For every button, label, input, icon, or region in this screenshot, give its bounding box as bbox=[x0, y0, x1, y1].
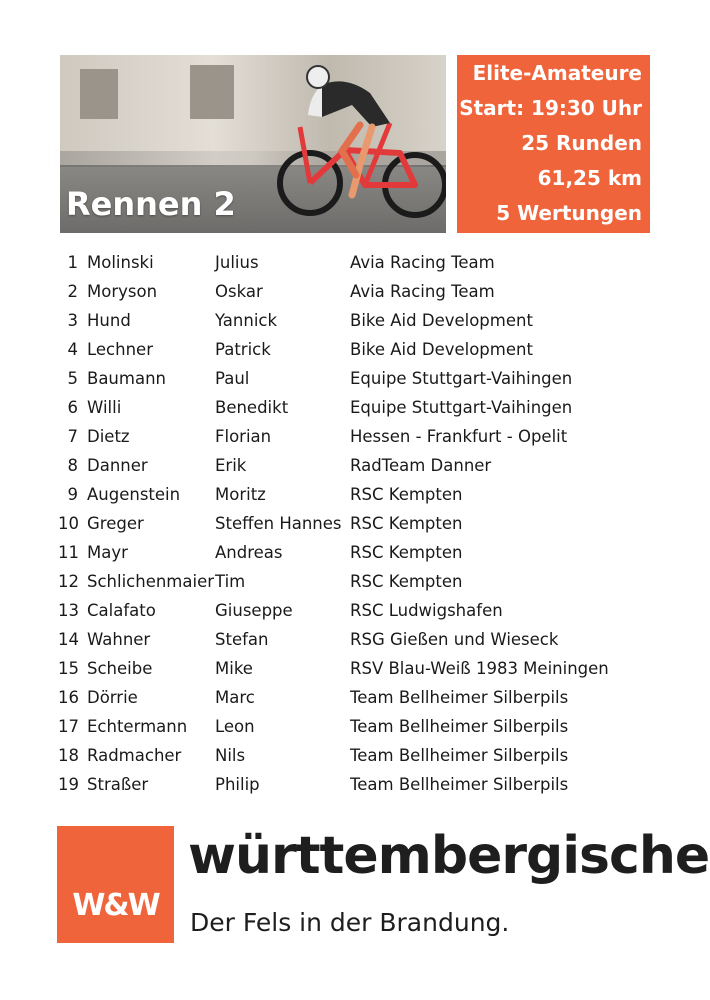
rider-last-name: Radmacher bbox=[87, 746, 182, 765]
rider-row bbox=[58, 712, 678, 741]
rider-number: 1 bbox=[67, 253, 78, 272]
rider-first-name: Yannick bbox=[215, 311, 278, 330]
rider-row bbox=[58, 625, 678, 654]
rider-last-name: Moryson bbox=[87, 282, 158, 301]
rider-team: Team Bellheimer Silberpils bbox=[350, 688, 569, 707]
rider-last-name: Schlichenmaier bbox=[87, 572, 215, 591]
rider-last-name: Baumann bbox=[87, 369, 166, 388]
rider-last-name: Lechner bbox=[87, 340, 153, 359]
rider-row bbox=[58, 770, 678, 799]
rider-team: RSC Ludwigshafen bbox=[350, 601, 503, 620]
rider-number: 15 bbox=[58, 659, 79, 678]
rider-team: RSC Kempten bbox=[350, 572, 463, 591]
rider-last-name: Echtermann bbox=[87, 717, 188, 736]
rider-team: Team Bellheimer Silberpils bbox=[350, 717, 569, 736]
rider-first-name: Stefan bbox=[215, 630, 269, 649]
rider-first-name: Leon bbox=[215, 717, 255, 736]
rider-number: 11 bbox=[58, 543, 79, 562]
rider-last-name: Danner bbox=[87, 456, 148, 475]
rider-first-name: Florian bbox=[215, 427, 272, 446]
rider-number: 19 bbox=[58, 775, 79, 794]
rider-last-name: Scheibe bbox=[87, 659, 153, 678]
rider-first-name: Andreas bbox=[215, 543, 283, 562]
rider-row bbox=[58, 393, 678, 422]
rider-row bbox=[58, 248, 678, 277]
rider-first-name: Mike bbox=[215, 659, 253, 678]
rider-team: RadTeam Danner bbox=[350, 456, 492, 475]
rider-row bbox=[58, 567, 678, 596]
rider-number: 6 bbox=[67, 398, 78, 417]
rider-first-name: Patrick bbox=[215, 340, 271, 359]
rider-first-name: Paul bbox=[215, 369, 250, 388]
rider-row bbox=[58, 480, 678, 509]
rider-number: 13 bbox=[58, 601, 79, 620]
rider-row bbox=[58, 277, 678, 306]
rider-first-name: Giuseppe bbox=[215, 601, 293, 620]
rider-last-name: Mayr bbox=[87, 543, 128, 562]
rider-team: RSG Gießen und Wieseck bbox=[350, 630, 559, 649]
rider-team: RSC Kempten bbox=[350, 543, 463, 562]
rider-team: Hessen - Frankfurt - Opelit bbox=[350, 427, 568, 446]
start-list bbox=[58, 248, 678, 799]
rider-number: 5 bbox=[67, 369, 78, 388]
rider-team: RSC Kempten bbox=[350, 514, 463, 533]
logo-mark: W&W bbox=[72, 888, 159, 923]
start-time: Start: 19:30 Uhr bbox=[459, 96, 642, 120]
rider-first-name: Tim bbox=[215, 572, 246, 591]
rider-number: 2 bbox=[67, 282, 78, 301]
sponsor-slogan: Der Fels in der Brandung. bbox=[190, 908, 510, 937]
rider-last-name: Augenstein bbox=[87, 485, 181, 504]
rider-number: 9 bbox=[67, 485, 78, 504]
rider-first-name: Julius bbox=[215, 253, 259, 272]
rider-first-name: Steffen Hannes bbox=[215, 514, 342, 533]
rider-team: Avia Racing Team bbox=[350, 253, 495, 272]
rider-number: 12 bbox=[58, 572, 79, 591]
rider-number: 10 bbox=[58, 514, 79, 533]
rider-number: 17 bbox=[58, 717, 79, 736]
rider-last-name: Calafato bbox=[87, 601, 156, 620]
rider-number: 4 bbox=[67, 340, 78, 359]
rider-row bbox=[58, 509, 678, 538]
rider-row bbox=[58, 306, 678, 335]
rider-number: 16 bbox=[58, 688, 79, 707]
rider-first-name: Nils bbox=[215, 746, 246, 765]
rider-team: Bike Aid Development bbox=[350, 340, 533, 359]
rider-number: 18 bbox=[58, 746, 79, 765]
rider-row bbox=[58, 335, 678, 364]
rider-last-name: Dörrie bbox=[87, 688, 138, 707]
distance: 61,25 km bbox=[537, 166, 642, 190]
rider-last-name: Willi bbox=[87, 398, 122, 417]
rider-last-name: Straßer bbox=[87, 775, 149, 794]
rider-row bbox=[58, 741, 678, 770]
rider-number: 7 bbox=[67, 427, 78, 446]
rider-first-name: Benedikt bbox=[215, 398, 289, 417]
sprint-count: 5 Wertungen bbox=[496, 201, 642, 225]
rider-team: Team Bellheimer Silberpils bbox=[350, 775, 569, 794]
rider-number: 8 bbox=[67, 456, 78, 475]
rider-row bbox=[58, 538, 678, 567]
rider-team: Team Bellheimer Silberpils bbox=[350, 746, 569, 765]
race-photo bbox=[60, 55, 446, 233]
rider-team: RSC Kempten bbox=[350, 485, 463, 504]
rider-last-name: Hund bbox=[87, 311, 131, 330]
rider-row bbox=[58, 422, 678, 451]
sponsor-logo bbox=[57, 826, 174, 943]
rider-row bbox=[58, 654, 678, 683]
rider-number: 3 bbox=[67, 311, 78, 330]
rider-last-name: Greger bbox=[87, 514, 144, 533]
laps-count: 25 Runden bbox=[521, 131, 642, 155]
rider-number: 14 bbox=[58, 630, 79, 649]
rider-row bbox=[58, 596, 678, 625]
rider-first-name: Moritz bbox=[215, 485, 266, 504]
rider-team: Bike Aid Development bbox=[350, 311, 533, 330]
rider-team: Equipe Stuttgart-Vaihingen bbox=[350, 398, 573, 417]
rider-team: RSV Blau-Weiß 1983 Meiningen bbox=[350, 659, 609, 678]
rider-first-name: Marc bbox=[215, 688, 255, 707]
rider-last-name: Dietz bbox=[87, 427, 130, 446]
rider-row bbox=[58, 451, 678, 480]
rider-first-name: Philip bbox=[215, 775, 260, 794]
sponsor-name: württembergische bbox=[188, 826, 710, 886]
race-title: Rennen 2 bbox=[66, 185, 236, 223]
race-info-box bbox=[457, 55, 650, 233]
rider-last-name: Wahner bbox=[87, 630, 151, 649]
rider-last-name: Molinski bbox=[87, 253, 154, 272]
rider-row bbox=[58, 364, 678, 393]
rider-first-name: Oskar bbox=[215, 282, 263, 301]
rider-team: Avia Racing Team bbox=[350, 282, 495, 301]
rider-row bbox=[58, 683, 678, 712]
rider-team: Equipe Stuttgart-Vaihingen bbox=[350, 369, 573, 388]
rider-first-name: Erik bbox=[215, 456, 247, 475]
category-label: Elite-Amateure bbox=[472, 61, 642, 85]
